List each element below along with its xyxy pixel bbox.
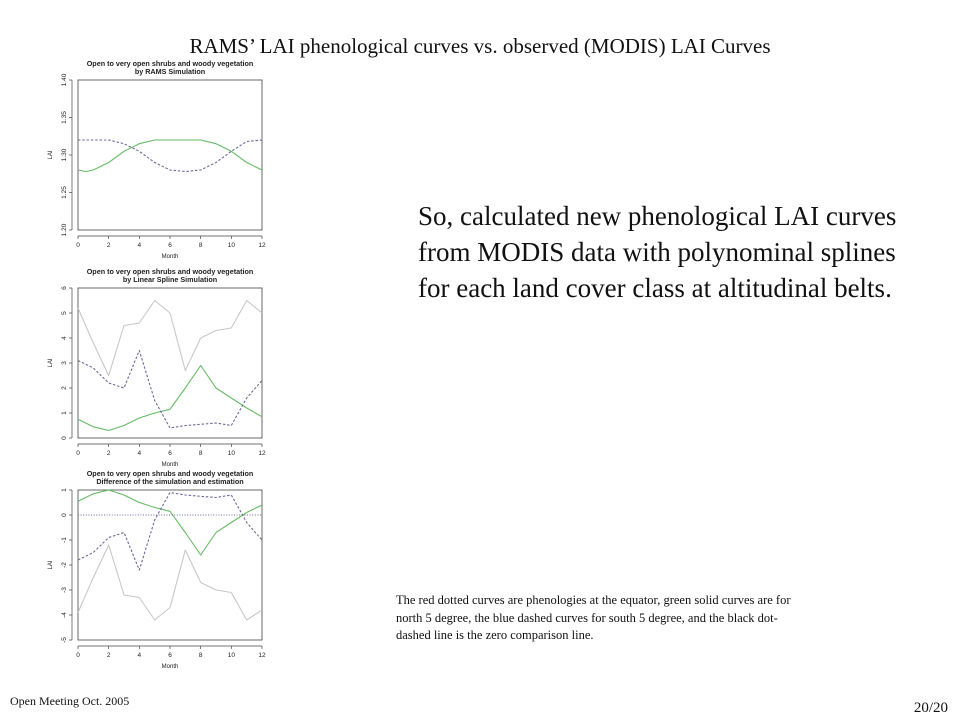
y-tick-label: -2 bbox=[61, 562, 68, 568]
chart-svg bbox=[40, 58, 270, 266]
slide-title: RAMS’ LAI phenological curves vs. observed (MODIS) LAI Curves bbox=[189, 34, 771, 58]
chart-svg bbox=[40, 266, 270, 474]
x-tick-label: 6 bbox=[168, 242, 172, 249]
x-tick-label: 2 bbox=[106, 652, 111, 659]
y-tick-label: 1 bbox=[61, 488, 68, 492]
y-axis-label: LAI bbox=[48, 358, 54, 368]
x-axis-label: Month bbox=[161, 254, 179, 260]
x-tick-label: 0 bbox=[76, 242, 80, 249]
y-tick-label: -1 bbox=[61, 537, 68, 543]
y-tick-label: 6 bbox=[61, 286, 68, 290]
x-tick-label: 8 bbox=[198, 450, 203, 457]
series-line-gray-series bbox=[78, 545, 262, 620]
y-tick-label: 1.30 bbox=[61, 148, 68, 162]
series-line-blue-series bbox=[78, 493, 262, 571]
x-tick-label: 4 bbox=[137, 652, 142, 659]
chart-title-line: by Linear Spline Simulation bbox=[122, 275, 218, 284]
y-tick-label: 1.40 bbox=[61, 73, 68, 87]
y-tick-label: 1.35 bbox=[61, 111, 68, 124]
page-number: 20/20 bbox=[913, 700, 948, 716]
x-axis-label: Month bbox=[161, 462, 179, 468]
chart-linear-spline-simulation bbox=[40, 266, 270, 474]
main-text: So, calculated new phenological LAI curves from MODIS data with polynominal splines for each land cover class at altitudinal belts. bbox=[418, 201, 897, 303]
y-tick-label: 3 bbox=[61, 361, 68, 365]
y-tick-label: 1 bbox=[61, 411, 68, 415]
chart-title-line: by RAMS Simulation bbox=[134, 67, 206, 76]
y-tick-label: 2 bbox=[61, 386, 68, 390]
y-axis-label: LAI bbox=[48, 150, 54, 160]
x-tick-label: 2 bbox=[106, 450, 111, 457]
footer-meeting: Open Meeting Oct. 2005 bbox=[10, 694, 130, 708]
y-tick-label: 0 bbox=[61, 513, 68, 517]
chart-title-line: Difference of the simulation and estimation bbox=[96, 477, 244, 486]
y-axis-label: LAI bbox=[48, 560, 54, 570]
y-tick-label: 5 bbox=[61, 311, 68, 315]
y-tick-label: 4 bbox=[61, 336, 68, 340]
chart-difference bbox=[40, 468, 270, 676]
chart-title-line: Open to very open shrubs and woody vegetation bbox=[86, 469, 254, 478]
x-tick-label: 2 bbox=[106, 242, 111, 249]
y-tick-label: -4 bbox=[61, 612, 68, 618]
chart-rams-simulation bbox=[40, 58, 270, 266]
x-tick-label: 4 bbox=[137, 242, 142, 249]
x-tick-label: 12 bbox=[258, 450, 266, 457]
chart-title-line: Open to very open shrubs and woody vegetation bbox=[86, 267, 254, 276]
x-tick-label: 0 bbox=[76, 450, 80, 457]
x-tick-label: 12 bbox=[258, 652, 266, 659]
y-tick-label: 1.20 bbox=[61, 223, 68, 237]
y-tick-label: -3 bbox=[61, 587, 68, 593]
chart-title-line: Open to very open shrubs and woody vegetation bbox=[86, 59, 254, 68]
y-tick-label: 0 bbox=[61, 436, 68, 440]
plot-frame bbox=[78, 288, 262, 438]
y-tick-label: -5 bbox=[61, 637, 68, 643]
x-tick-label: 8 bbox=[198, 242, 203, 249]
series-line-green-series bbox=[78, 140, 262, 172]
x-axis-label: Month bbox=[161, 664, 179, 670]
x-tick-label: 6 bbox=[168, 450, 172, 457]
x-tick-label: 0 bbox=[76, 652, 80, 659]
y-tick-label: 1.25 bbox=[61, 186, 68, 199]
legend-caption: The red dotted curves are phenologies at the equator, green solid curves are for north 5 degree, the blue dashed curves for south 5 degree, and the black dot-dashed line is the zero comparison line. bbox=[396, 593, 791, 642]
series-line-blue-series bbox=[78, 351, 262, 429]
x-tick-label: 8 bbox=[198, 652, 203, 659]
x-tick-label: 6 bbox=[168, 652, 172, 659]
x-tick-label: 10 bbox=[227, 450, 235, 457]
series-line-gray-series bbox=[78, 301, 262, 376]
series-line-blue-series bbox=[78, 140, 262, 172]
chart-svg bbox=[40, 468, 270, 676]
x-tick-label: 12 bbox=[258, 242, 266, 249]
x-tick-label: 10 bbox=[227, 652, 235, 659]
x-tick-label: 10 bbox=[227, 242, 235, 249]
x-tick-label: 4 bbox=[137, 450, 142, 457]
plot-frame bbox=[78, 490, 262, 640]
plot-frame bbox=[78, 80, 262, 230]
